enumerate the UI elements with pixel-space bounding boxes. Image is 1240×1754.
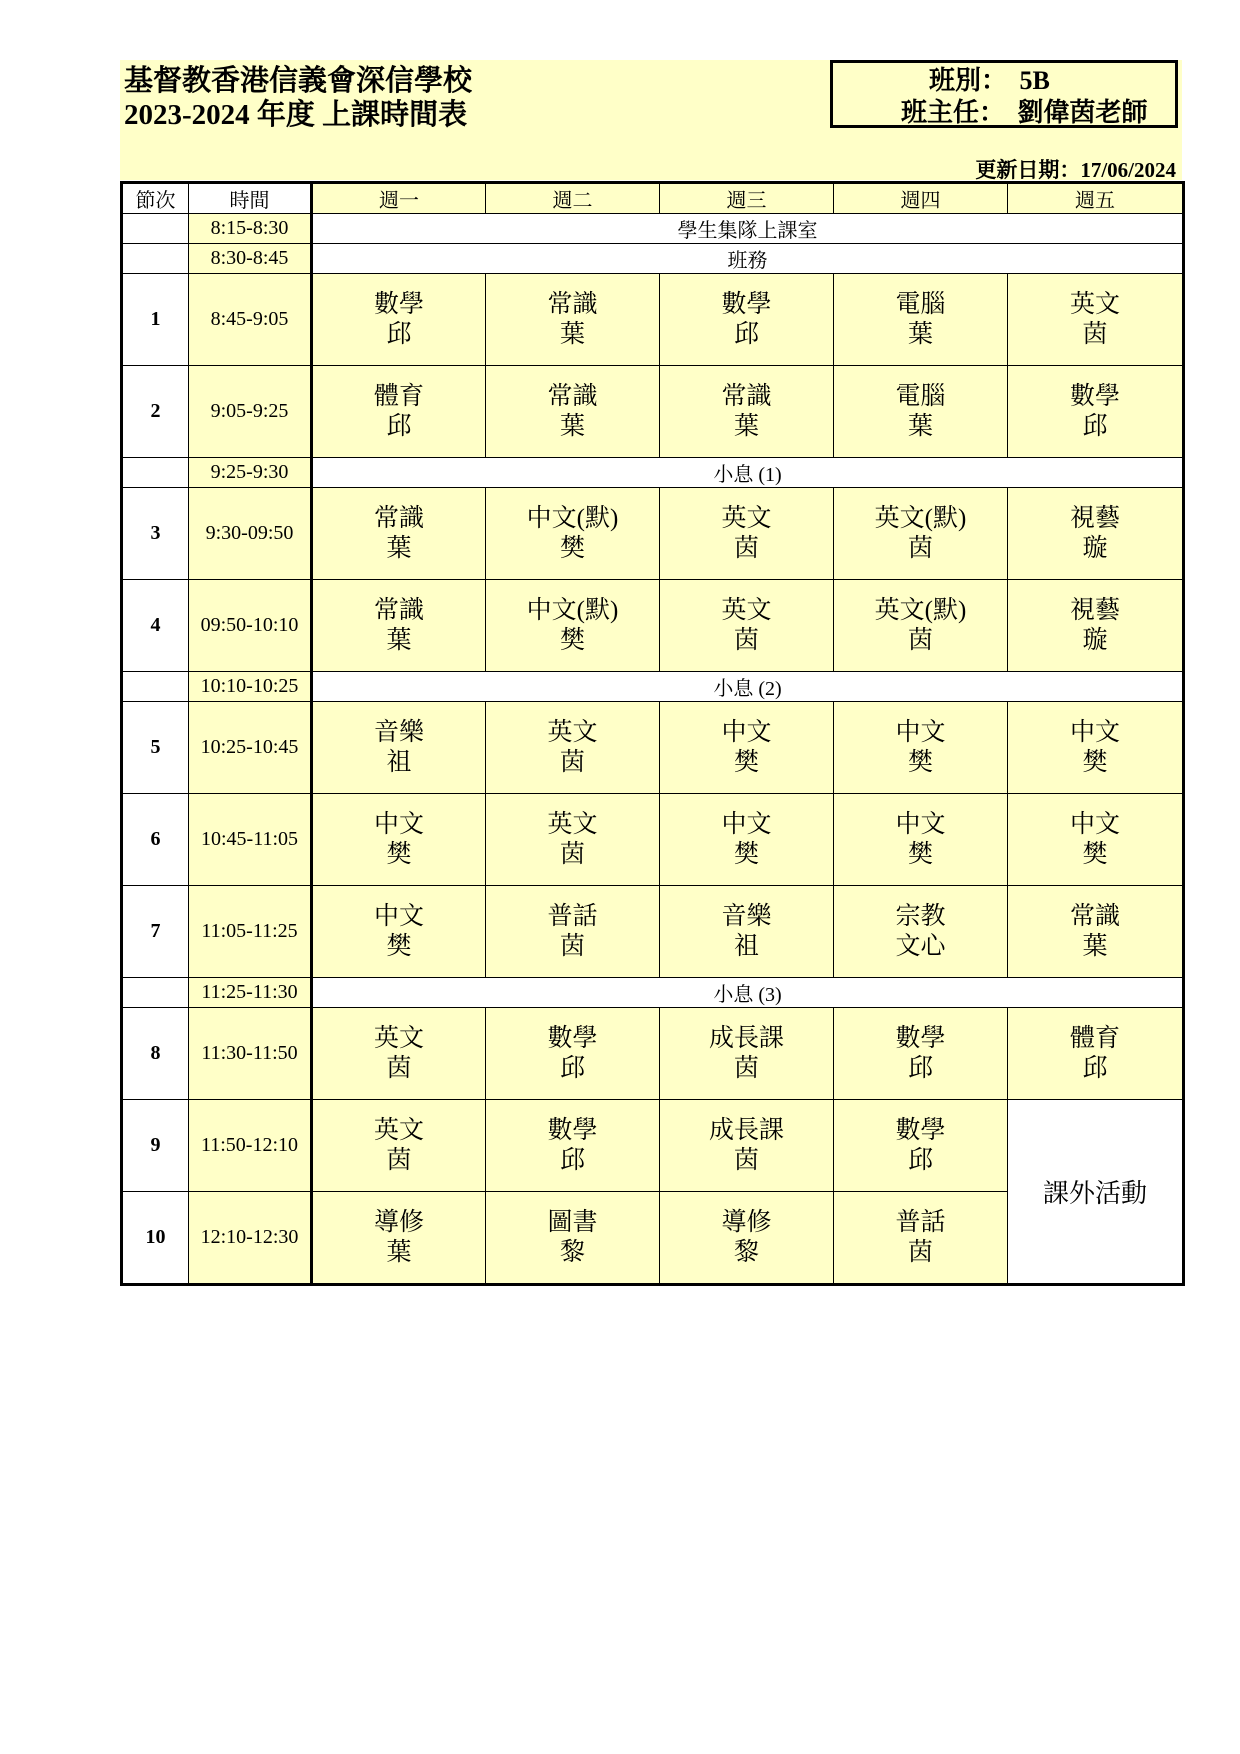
- break-label: 學生集隊上課室: [312, 214, 1184, 244]
- subject-name: 中文: [1069, 810, 1120, 838]
- lesson-cell: [834, 1192, 1008, 1285]
- subject-name: 圖書: [547, 1208, 598, 1236]
- lesson-cell: [1008, 580, 1184, 672]
- teacher-name: 邱: [386, 320, 412, 348]
- lesson-cell: [660, 794, 834, 886]
- lesson-cell: [1008, 366, 1184, 458]
- col-header-tue: 週二: [486, 183, 660, 214]
- time-cell: 11:50-12:10: [189, 1100, 312, 1192]
- teacher-row: [901, 97, 1148, 128]
- lesson-cell: [1008, 274, 1184, 366]
- lesson-cell: [834, 366, 1008, 458]
- lesson-cell: [834, 1100, 1008, 1192]
- subject-name: 英文: [373, 1116, 424, 1144]
- teacher-name: 茵: [1082, 320, 1108, 348]
- lesson-cell: [660, 1008, 834, 1100]
- teacher-name: 祖: [733, 932, 759, 960]
- column-header-row: [122, 183, 1184, 214]
- subject-name: 常識: [1069, 902, 1120, 930]
- subject-name: 電腦: [895, 290, 946, 318]
- subject-name: 常識: [547, 382, 598, 410]
- class-label: 班別：: [929, 66, 1008, 95]
- teacher-name: 茵: [559, 840, 585, 868]
- lesson-cell: [312, 580, 486, 672]
- subject-name: 中文: [1069, 718, 1120, 746]
- teacher-name: 黎: [733, 1238, 759, 1266]
- subject-name: 數學: [721, 290, 772, 318]
- subject-name: 中文: [895, 810, 946, 838]
- lesson-row: [122, 488, 1184, 580]
- subject-name: 常識: [373, 504, 424, 532]
- col-header-period: 節次: [122, 183, 189, 214]
- teacher-name: 祖: [386, 748, 412, 776]
- period-cell-empty: [122, 458, 189, 488]
- col-header-wed: 週三: [660, 183, 834, 214]
- subject-name: 音樂: [373, 718, 424, 746]
- teacher-name: 茵: [386, 1146, 412, 1174]
- subject-name: 數學: [1069, 382, 1120, 410]
- teacher-name: 璇: [1082, 534, 1108, 562]
- lesson-row: [122, 702, 1184, 794]
- lesson-cell: [834, 1008, 1008, 1100]
- col-header-time: 時間: [189, 183, 312, 214]
- lesson-cell: [312, 794, 486, 886]
- lesson-row: [122, 1008, 1184, 1100]
- subject-name: 中文: [373, 810, 424, 838]
- subject-name: 視藝: [1069, 596, 1120, 624]
- teacher-name: 黎: [559, 1238, 585, 1266]
- subject-name: 音樂: [721, 902, 772, 930]
- period-number: 2: [122, 366, 189, 458]
- teacher-label: 班主任：: [901, 98, 1006, 127]
- teacher-name: 樊: [386, 840, 412, 868]
- school-title-block: [124, 64, 472, 132]
- teacher-name: 樊: [733, 840, 759, 868]
- break-row: [122, 672, 1184, 702]
- subject-name: 中文(默): [526, 596, 619, 624]
- class-info-box: [830, 60, 1178, 128]
- subject-name: 數學: [895, 1116, 946, 1144]
- lesson-row: [122, 1100, 1184, 1192]
- teacher-name: 樊: [907, 748, 933, 776]
- subject-name: 導修: [373, 1208, 424, 1236]
- lesson-cell: [1008, 886, 1184, 978]
- break-label: 小息 (2): [312, 672, 1184, 702]
- lesson-cell: [312, 366, 486, 458]
- year-title: 2023-2024 年度 上課時間表: [124, 99, 468, 131]
- lesson-cell: [486, 366, 660, 458]
- time-cell: 8:45-9:05: [189, 274, 312, 366]
- teacher-name: 葉: [907, 320, 933, 348]
- teacher-name: 樊: [1082, 748, 1108, 776]
- subject-name: 數學: [547, 1024, 598, 1052]
- lesson-cell: [486, 886, 660, 978]
- teacher-name: 葉: [386, 1238, 412, 1266]
- lesson-cell: [486, 702, 660, 794]
- teacher-name: 茵: [733, 1146, 759, 1174]
- teacher-name: 樊: [386, 932, 412, 960]
- lesson-cell: [660, 886, 834, 978]
- period-number: 10: [122, 1192, 189, 1285]
- period-number: 5: [122, 702, 189, 794]
- lesson-cell: [834, 488, 1008, 580]
- lesson-cell: [834, 886, 1008, 978]
- teacher-name: 葉: [386, 626, 412, 654]
- teacher-name: 樊: [1082, 840, 1108, 868]
- subject-name: 常識: [721, 382, 772, 410]
- lesson-cell: [660, 274, 834, 366]
- teacher-name: 樊: [733, 748, 759, 776]
- timetable: [120, 181, 1185, 1286]
- teacher-name: 邱: [907, 1054, 933, 1082]
- period-number: 7: [122, 886, 189, 978]
- break-row: [122, 214, 1184, 244]
- time-cell: 10:45-11:05: [189, 794, 312, 886]
- subject-name: 導修: [721, 1208, 772, 1236]
- subject-name: 數學: [547, 1116, 598, 1144]
- subject-name: 中文: [895, 718, 946, 746]
- col-header-fri: 週五: [1008, 183, 1184, 214]
- teacher-name: 樊: [559, 626, 585, 654]
- subject-name: 中文: [373, 902, 424, 930]
- lesson-cell: [660, 1100, 834, 1192]
- lesson-cell: [312, 1100, 486, 1192]
- lesson-row: [122, 886, 1184, 978]
- time-cell: 8:15-8:30: [189, 214, 312, 244]
- subject-name: 英文: [373, 1024, 424, 1052]
- teacher-name: 茵: [733, 1054, 759, 1082]
- teacher-name: 葉: [733, 412, 759, 440]
- lesson-cell: [1008, 794, 1184, 886]
- subject-name: 成長課: [708, 1024, 784, 1052]
- lesson-cell: [834, 274, 1008, 366]
- lesson-cell: [834, 794, 1008, 886]
- lesson-cell: [834, 702, 1008, 794]
- timetable-body: [122, 214, 1184, 1285]
- lesson-cell: [660, 702, 834, 794]
- time-cell: 11:25-11:30: [189, 978, 312, 1008]
- friday-activity-cell: 課外活動: [1008, 1100, 1184, 1285]
- period-number: 1: [122, 274, 189, 366]
- teacher-name: 茵: [559, 748, 585, 776]
- subject-name: 常識: [547, 290, 598, 318]
- lesson-cell: [660, 580, 834, 672]
- subject-name: 體育: [373, 382, 424, 410]
- subject-name: 英文: [1069, 290, 1120, 318]
- subject-name: 英文: [547, 810, 598, 838]
- subject-name: 數學: [895, 1024, 946, 1052]
- lesson-row: [122, 580, 1184, 672]
- subject-name: 視藝: [1069, 504, 1120, 532]
- subject-name: 普話: [895, 1208, 946, 1236]
- subject-name: 英文(默): [874, 504, 967, 532]
- subject-name: 體育: [1069, 1024, 1120, 1052]
- time-cell: 09:50-10:10: [189, 580, 312, 672]
- teacher-name: 葉: [907, 412, 933, 440]
- col-header-mon: 週一: [312, 183, 486, 214]
- teacher-name: 葉: [1082, 932, 1108, 960]
- time-cell: 12:10-12:30: [189, 1192, 312, 1285]
- period-number: 9: [122, 1100, 189, 1192]
- lesson-cell: [486, 274, 660, 366]
- period-cell-empty: [122, 244, 189, 274]
- school-name: 基督教香港信義會深信學校: [124, 65, 473, 97]
- lesson-cell: [660, 1192, 834, 1285]
- lesson-cell: [486, 580, 660, 672]
- break-row: [122, 978, 1184, 1008]
- lesson-cell: [486, 1100, 660, 1192]
- subject-name: 電腦: [895, 382, 946, 410]
- lesson-row: [122, 366, 1184, 458]
- teacher-name: 茵: [907, 1238, 933, 1266]
- lesson-cell: [1008, 1008, 1184, 1100]
- time-cell: 11:05-11:25: [189, 886, 312, 978]
- time-cell: 10:10-10:25: [189, 672, 312, 702]
- lesson-cell: [312, 274, 486, 366]
- period-number: 4: [122, 580, 189, 672]
- subject-name: 英文: [721, 504, 772, 532]
- subject-name: 英文(默): [874, 596, 967, 624]
- lesson-cell: [486, 794, 660, 886]
- class-value: 5B: [1019, 66, 1050, 95]
- teacher-name: 葉: [386, 534, 412, 562]
- subject-name: 普話: [547, 902, 598, 930]
- teacher-name: 茵: [733, 534, 759, 562]
- subject-name: 常識: [373, 596, 424, 624]
- teacher-name: 邱: [733, 320, 759, 348]
- teacher-name: 茵: [907, 626, 933, 654]
- lesson-cell: [1008, 488, 1184, 580]
- teacher-name: 邱: [1082, 1054, 1108, 1082]
- break-row: [122, 244, 1184, 274]
- subject-name: 中文(默): [526, 504, 619, 532]
- class-row: [929, 65, 1050, 96]
- period-cell-empty: [122, 672, 189, 702]
- teacher-name: 茵: [559, 932, 585, 960]
- subject-name: 英文: [547, 718, 598, 746]
- lesson-cell: [312, 1192, 486, 1285]
- time-cell: 9:25-9:30: [189, 458, 312, 488]
- teacher-name: 葉: [559, 412, 585, 440]
- lesson-cell: [660, 488, 834, 580]
- lesson-row: [122, 794, 1184, 886]
- subject-name: 宗教: [895, 902, 946, 930]
- teacher-name: 樊: [559, 534, 585, 562]
- subject-name: 成長課: [708, 1116, 784, 1144]
- time-cell: 9:30-09:50: [189, 488, 312, 580]
- lesson-cell: [486, 1192, 660, 1285]
- teacher-name: 樊: [907, 840, 933, 868]
- time-cell: 8:30-8:45: [189, 244, 312, 274]
- period-number: 3: [122, 488, 189, 580]
- period-cell-empty: [122, 214, 189, 244]
- teacher-name: 茵: [907, 534, 933, 562]
- time-cell: 9:05-9:25: [189, 366, 312, 458]
- teacher-name: 文心: [895, 932, 946, 960]
- teacher-name: 邱: [1082, 412, 1108, 440]
- time-cell: 11:30-11:50: [189, 1008, 312, 1100]
- subject-name: 數學: [373, 290, 424, 318]
- subject-name: 中文: [721, 718, 772, 746]
- time-cell: 10:25-10:45: [189, 702, 312, 794]
- lesson-cell: [486, 488, 660, 580]
- teacher-name: 邱: [386, 412, 412, 440]
- break-row: [122, 458, 1184, 488]
- teacher-name: 邱: [907, 1146, 933, 1174]
- col-header-thu: 週四: [834, 183, 1008, 214]
- period-number: 6: [122, 794, 189, 886]
- lesson-cell: [312, 1008, 486, 1100]
- subject-name: 中文: [721, 810, 772, 838]
- period-cell-empty: [122, 978, 189, 1008]
- break-label: 班務: [312, 244, 1184, 274]
- lesson-cell: [834, 580, 1008, 672]
- teacher-name: 葉: [559, 320, 585, 348]
- lesson-cell: [312, 702, 486, 794]
- subject-name: 英文: [721, 596, 772, 624]
- lesson-cell: [660, 366, 834, 458]
- teacher-name: 邱: [559, 1146, 585, 1174]
- lesson-cell: [486, 1008, 660, 1100]
- teacher-value: 劉偉茵老師: [1017, 98, 1148, 127]
- lesson-cell: [312, 488, 486, 580]
- break-label: 小息 (3): [312, 978, 1184, 1008]
- teacher-name: 邱: [559, 1054, 585, 1082]
- break-label: 小息 (1): [312, 458, 1184, 488]
- teacher-name: 茵: [733, 626, 759, 654]
- timetable-header: [120, 60, 1182, 180]
- teacher-name: 茵: [386, 1054, 412, 1082]
- teacher-name: 璇: [1082, 626, 1108, 654]
- lesson-cell: [312, 886, 486, 978]
- period-number: 8: [122, 1008, 189, 1100]
- lesson-cell: [1008, 702, 1184, 794]
- updated-date: 更新日期：17/06/2024: [975, 158, 1176, 182]
- lesson-row: [122, 274, 1184, 366]
